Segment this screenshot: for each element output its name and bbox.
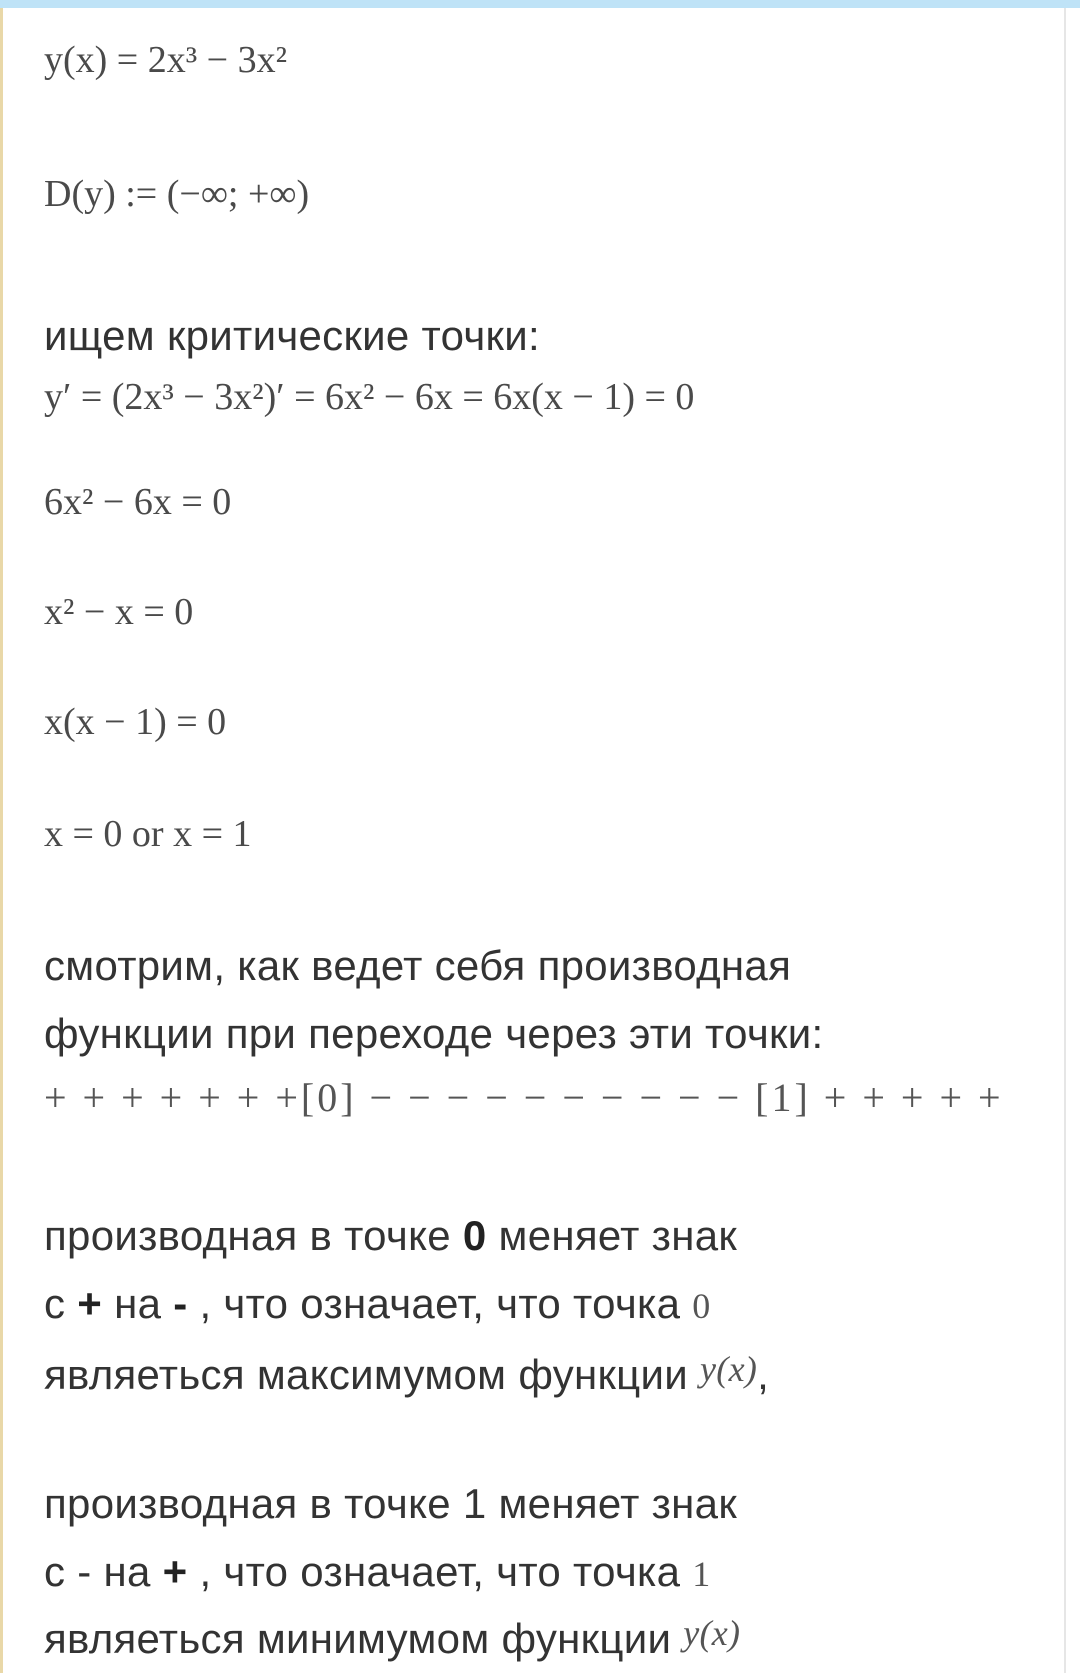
text-max-2-c: на xyxy=(102,1280,174,1327)
text-min-2-c: , что означает, что точка xyxy=(187,1548,693,1595)
text-min-line-2 xyxy=(44,1548,711,1596)
text-max-1-c: меняет знак xyxy=(486,1212,738,1259)
text-max-1-a: производная в точке xyxy=(44,1212,463,1259)
text-look-line-1: смотрим, как ведет себя производная xyxy=(44,942,792,989)
text-min-line-1: производная в точке 1 меняет знак xyxy=(44,1480,738,1527)
text-max-2-minus: - xyxy=(173,1280,188,1327)
text-critical-points: ищем критические точки: xyxy=(44,312,540,359)
answer-body xyxy=(44,0,1074,1673)
text-min-2-a: с - на xyxy=(44,1548,163,1595)
text-look-line-2: функции при переходе через эти точки: xyxy=(44,1010,824,1057)
text-min-line-3 xyxy=(44,1612,740,1663)
text-max-line-1 xyxy=(44,1212,737,1260)
text-min-3-func-var: y(x) xyxy=(683,1613,741,1653)
left-border-rule xyxy=(0,8,3,1673)
sign-chart: + + + + + + +[0] − − − − − − − − − − [1] + + + + + xyxy=(44,1075,1004,1120)
text-max-3-c: , xyxy=(757,1351,770,1398)
text-max-2-a: с xyxy=(44,1280,78,1327)
equation-step-1: 6x² − 6x = 0 xyxy=(44,481,232,523)
text-min-3-func xyxy=(683,1613,740,1653)
equation-domain: D(y) := (−∞; +∞) xyxy=(44,173,310,215)
equation-step-3: x(x − 1) = 0 xyxy=(44,701,227,743)
text-min-2-point: 1 xyxy=(692,1554,711,1594)
text-max-2-point: 0 xyxy=(692,1286,711,1326)
text-max-2-e: , что означает, что точка xyxy=(187,1280,693,1327)
equation-function: y(x) = 2x³ − 3x² xyxy=(44,39,287,81)
text-max-2-plus: + xyxy=(77,1280,103,1327)
equation-step-2: x² − x = 0 xyxy=(44,591,194,633)
text-max-line-2 xyxy=(44,1280,711,1328)
equation-derivative: y′ = (2x³ − 3x²)′ = 6x² − 6x = 6x(x − 1) = 0 xyxy=(44,376,695,418)
text-max-3-func xyxy=(700,1349,757,1389)
text-max-3-a: являеться максимумом функции xyxy=(44,1351,701,1398)
text-max-line-3 xyxy=(44,1348,769,1399)
text-max-1-point: 0 xyxy=(462,1212,487,1259)
text-min-3-a: являеться минимумом функции xyxy=(44,1615,684,1662)
text-min-2-plus: + xyxy=(162,1548,188,1595)
equation-roots: x = 0 or x = 1 xyxy=(44,813,252,855)
text-max-3-func-var: y(x) xyxy=(700,1349,758,1389)
